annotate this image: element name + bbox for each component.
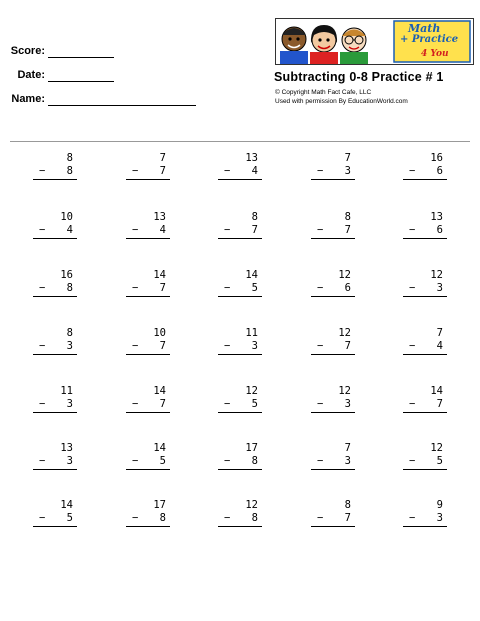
subtraction-problem [403, 327, 443, 363]
name-line [48, 105, 196, 106]
subtrahend: 7 [159, 340, 166, 352]
subtrahend: 5 [251, 398, 258, 410]
answer-line [33, 412, 77, 413]
subtraction-problem [403, 442, 443, 478]
permission-line: Used with permission By EducationWorld.com [275, 98, 408, 105]
minuend: 12 [430, 269, 443, 281]
subtraction-problem [311, 269, 351, 305]
minus-sign: − [132, 282, 139, 294]
subtrahend: 3 [344, 455, 351, 467]
minuend: 13 [245, 152, 258, 164]
subtraction-problem [33, 327, 73, 363]
answer-line [311, 412, 355, 413]
subtrahend: 7 [436, 398, 443, 410]
subtrahend: 8 [251, 455, 258, 467]
minus-sign: − [132, 165, 139, 177]
subtraction-problem [403, 152, 443, 188]
answer-line [218, 354, 262, 355]
answer-line [403, 296, 447, 297]
answer-line [33, 179, 77, 180]
minus-sign: − [224, 455, 231, 467]
minus-sign: − [409, 282, 416, 294]
logo-text-line3: 4 You [421, 49, 449, 59]
minus-sign: − [224, 224, 231, 236]
subtrahend: 3 [66, 398, 73, 410]
answer-line [33, 354, 77, 355]
minus-sign: − [39, 398, 46, 410]
minuend: 8 [344, 211, 351, 223]
minuend: 13 [153, 211, 166, 223]
subtrahend: 7 [159, 398, 166, 410]
minus-sign: − [224, 165, 231, 177]
minuend: 13 [60, 442, 73, 454]
answer-line [218, 469, 262, 470]
minus-sign: − [409, 455, 416, 467]
subtrahend: 7 [159, 165, 166, 177]
minus-sign: − [317, 455, 324, 467]
answer-line [218, 296, 262, 297]
answer-line [311, 469, 355, 470]
subtrahend: 3 [251, 340, 258, 352]
subtrahend: 7 [159, 282, 166, 294]
minuend: 10 [153, 327, 166, 339]
minus-sign: − [317, 398, 324, 410]
minuend: 14 [153, 442, 166, 454]
subtrahend: 7 [344, 340, 351, 352]
minuend: 7 [344, 152, 351, 164]
copyright-line: © Copyright Math Fact Cafe, LLC [275, 89, 372, 96]
subtrahend: 7 [251, 224, 258, 236]
minuend: 7 [344, 442, 351, 454]
minuend: 12 [338, 269, 351, 281]
minus-sign: − [132, 512, 139, 524]
minus-sign: − [39, 165, 46, 177]
minuend: 7 [159, 152, 166, 164]
minus-sign: − [409, 165, 416, 177]
subtraction-problem [33, 442, 73, 478]
answer-line [403, 469, 447, 470]
minus-sign: − [224, 512, 231, 524]
minuend: 12 [338, 327, 351, 339]
minuend: 14 [153, 269, 166, 281]
subtraction-problem [126, 152, 166, 188]
answer-line [311, 296, 355, 297]
minuend: 14 [245, 269, 258, 281]
subtraction-problem [218, 152, 258, 188]
answer-line [218, 238, 262, 239]
minus-sign: − [132, 398, 139, 410]
subtrahend: 3 [436, 282, 443, 294]
subtraction-problem [311, 442, 351, 478]
answer-line [403, 354, 447, 355]
subtrahend: 3 [436, 512, 443, 524]
minus-sign: − [224, 398, 231, 410]
answer-line [311, 179, 355, 180]
subtraction-problem [218, 211, 258, 247]
subtraction-problem [311, 327, 351, 363]
logo-text-line1: Math [408, 22, 441, 35]
minus-sign: − [317, 165, 324, 177]
subtrahend: 4 [436, 340, 443, 352]
answer-line [33, 526, 77, 527]
subtraction-problem [311, 152, 351, 188]
minus-sign: − [224, 340, 231, 352]
subtrahend: 7 [344, 224, 351, 236]
subtraction-problem [403, 211, 443, 247]
minus-sign: − [317, 340, 324, 352]
minus-sign: − [317, 224, 324, 236]
subtraction-problem [126, 499, 166, 535]
date-label: Date: [17, 69, 45, 81]
subtrahend: 5 [251, 282, 258, 294]
minuend: 17 [153, 499, 166, 511]
answer-line [218, 179, 262, 180]
subtrahend: 8 [251, 512, 258, 524]
minuend: 8 [66, 152, 73, 164]
minus-sign: − [132, 455, 139, 467]
subtraction-problem [126, 269, 166, 305]
subtraction-problem [126, 385, 166, 421]
answer-line [126, 469, 170, 470]
minus-sign: − [409, 398, 416, 410]
subtrahend: 8 [66, 282, 73, 294]
minuend: 8 [251, 211, 258, 223]
subtrahend: 3 [344, 398, 351, 410]
answer-line [403, 526, 447, 527]
answer-line [126, 526, 170, 527]
answer-line [33, 238, 77, 239]
subtraction-problem [126, 327, 166, 363]
minus-sign: − [39, 224, 46, 236]
subtraction-problem [33, 152, 73, 188]
minuend: 12 [245, 499, 258, 511]
answer-line [403, 238, 447, 239]
minus-sign: − [132, 224, 139, 236]
logo-text-line2: + Practice [400, 34, 459, 45]
copyright-text [275, 88, 408, 106]
subtrahend: 7 [344, 512, 351, 524]
subtraction-problem [403, 499, 443, 535]
minuend: 9 [436, 499, 443, 511]
minus-sign: − [39, 282, 46, 294]
date-line [48, 81, 114, 82]
minuend: 8 [66, 327, 73, 339]
minuend: 16 [430, 152, 443, 164]
minus-sign: − [224, 282, 231, 294]
minus-sign: − [409, 512, 416, 524]
subtraction-problem [33, 269, 73, 305]
minuend: 14 [153, 385, 166, 397]
subtraction-problem [33, 499, 73, 535]
answer-line [126, 412, 170, 413]
math-practice-logo [275, 18, 474, 65]
subtraction-problem [218, 442, 258, 478]
subtrahend: 6 [344, 282, 351, 294]
minuend: 12 [245, 385, 258, 397]
subtrahend: 4 [159, 224, 166, 236]
minuend: 10 [60, 211, 73, 223]
minus-sign: − [39, 340, 46, 352]
minus-sign: − [132, 340, 139, 352]
answer-line [126, 296, 170, 297]
subtrahend: 6 [436, 165, 443, 177]
subtraction-problem [311, 211, 351, 247]
minus-sign: − [39, 455, 46, 467]
minuend: 13 [430, 211, 443, 223]
answer-line [126, 354, 170, 355]
page-title: Subtracting 0-8 Practice # 1 [274, 70, 444, 84]
subtraction-problem [218, 385, 258, 421]
answer-line [126, 238, 170, 239]
subtraction-problem [33, 211, 73, 247]
subtrahend: 3 [344, 165, 351, 177]
minus-sign: − [39, 512, 46, 524]
subtraction-problem [311, 499, 351, 535]
subtraction-problem [311, 385, 351, 421]
minus-sign: − [409, 224, 416, 236]
subtrahend: 3 [66, 455, 73, 467]
answer-line [33, 296, 77, 297]
subtrahend: 5 [436, 455, 443, 467]
minuend: 11 [60, 385, 73, 397]
answer-line [218, 526, 262, 527]
answer-line [311, 238, 355, 239]
minuend: 11 [245, 327, 258, 339]
subtraction-problem [33, 385, 73, 421]
minuend: 16 [60, 269, 73, 281]
minus-sign: − [317, 512, 324, 524]
answer-line [403, 412, 447, 413]
minuend: 17 [245, 442, 258, 454]
subtraction-problem [126, 442, 166, 478]
answer-line [403, 179, 447, 180]
subtrahend: 8 [66, 165, 73, 177]
subtrahend: 8 [159, 512, 166, 524]
header-divider [10, 141, 470, 142]
minuend: 14 [430, 385, 443, 397]
score-label: Score: [10, 45, 45, 57]
minus-sign: − [409, 340, 416, 352]
minus-sign: − [317, 282, 324, 294]
answer-line [33, 469, 77, 470]
score-line [48, 57, 114, 58]
subtrahend: 5 [66, 512, 73, 524]
minuend: 12 [430, 442, 443, 454]
subtraction-problem [218, 499, 258, 535]
subtraction-problem [218, 327, 258, 363]
minuend: 7 [436, 327, 443, 339]
subtrahend: 4 [66, 224, 73, 236]
name-label: Name: [11, 93, 45, 105]
subtrahend: 3 [66, 340, 73, 352]
subtraction-problem [403, 385, 443, 421]
subtraction-problem [218, 269, 258, 305]
subtrahend: 5 [159, 455, 166, 467]
subtraction-problem [126, 211, 166, 247]
answer-line [311, 526, 355, 527]
minuend: 12 [338, 385, 351, 397]
minuend: 8 [344, 499, 351, 511]
answer-line [218, 412, 262, 413]
subtrahend: 6 [436, 224, 443, 236]
subtrahend: 4 [251, 165, 258, 177]
answer-line [311, 354, 355, 355]
minuend: 14 [60, 499, 73, 511]
subtraction-problem [403, 269, 443, 305]
answer-line [126, 179, 170, 180]
